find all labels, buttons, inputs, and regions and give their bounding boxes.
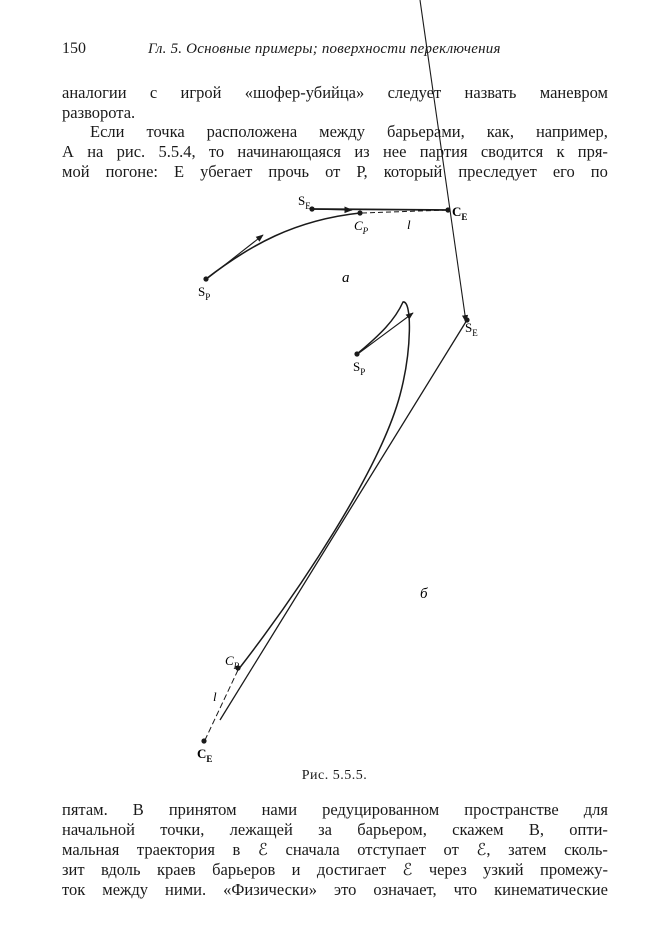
label-sp-a: $S_P$ [198,284,211,302]
text-line: А на рис. 5.5.4, то начинающаяся из нее партия сводится к пря- [62,142,608,161]
text-line: разворота. [62,103,136,122]
label-cp-b: $C_P$ [225,653,240,671]
page-number: 150 [62,40,86,57]
gap-dashed-b [205,670,238,740]
label-sp-b: $S_P$ [353,359,366,377]
label-cp-a: $C_P$ [354,218,369,236]
text-line: Если точка расположена между барьерами, как, например, [90,122,608,141]
panel-a [198,193,467,302]
label-se-a: $S_E$ [298,193,311,211]
panel-b [197,0,478,764]
evader-line-b [220,320,467,720]
label-ce-b: $C_E$ [197,746,213,764]
text-line: мальная траектория в ℰ сначала отступает от ℰ, затем сколь- [62,840,608,859]
point-ce-b [201,738,206,743]
panel-label-b: б [420,586,428,602]
evader-arrow-b [420,0,466,322]
pursuer-arrow-b [359,313,413,353]
pursuer-arrow-a [208,235,263,278]
pursuer-curve-b [238,302,409,670]
panel-label-a: а [342,270,350,286]
text-line: ток между ними. «Физически» это означает, что кинематические [62,880,608,899]
point-cp-a [357,210,362,215]
label-gap-a: l [407,217,411,232]
text-line: мой погоне: Е убегает прочь от Р, который преследует его по [62,162,608,181]
label-se-b: $S_E$ [465,320,478,338]
text-line: пятам. В принятом нами редуцированном пространстве для [62,800,608,819]
figure-caption: Рис. 5.5.5. [301,768,368,783]
label-gap-b: l [213,689,217,704]
text-line: зит вдоль краев барьеров и достигает ℰ через узкий промежу- [62,860,608,879]
label-ce-a: $C_E$ [452,204,468,222]
text-line: начальной точки, лежащей за барьером, скажем В, опти- [62,820,608,839]
point-sp-b [354,351,359,356]
running-head: Гл. 5. Основные примеры; поверхности переключения [148,41,501,57]
point-sp-a [203,276,208,281]
pursuer-curve-a [206,213,360,279]
text-line: аналогии с игрой «шофер-убийца» следует назвать маневром [62,83,608,102]
